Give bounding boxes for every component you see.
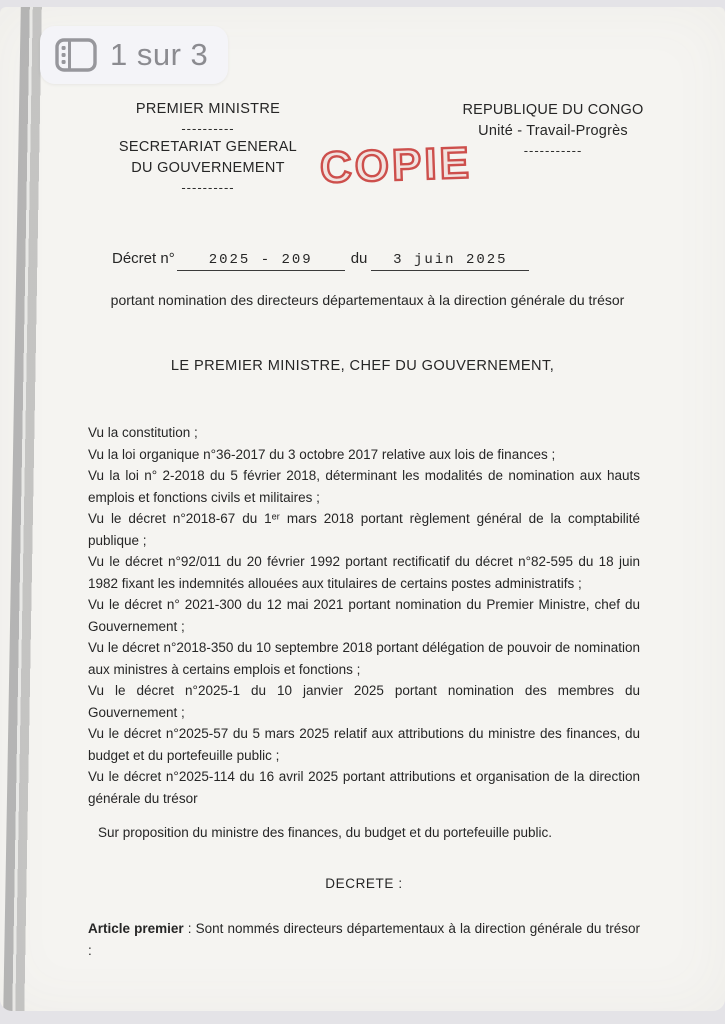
vu-clause: Vu le décret n°2018-67 du 1ᵉʳ mars 2018 portant règlement général de la comptabilité publique ;: [88, 511, 640, 548]
letterhead-org-line2: DU GOUVERNEMENT: [131, 160, 285, 176]
separator-dashes: -----------: [523, 143, 583, 158]
article-label: Article premier: [88, 921, 184, 936]
decrete-heading: DECRETE :: [325, 875, 403, 891]
vu-clause: Vu le décret n° 2021-300 du 12 mai 2021 portant nomination du Premier Ministre, chef du Gouvernement ;: [88, 597, 640, 634]
decree-subject: portant nomination des directeurs départementaux à la direction générale du trésor: [110, 292, 625, 308]
country-name: REPUBLIQUE DU CONGO: [462, 102, 644, 118]
vu-clause: Vu la constitution ;: [88, 425, 198, 440]
decree-date-value: 3 juin 2025: [371, 252, 529, 271]
proposition-line: Sur proposition du ministre des finances, du budget et du portefeuille public.: [98, 825, 553, 840]
letterhead-right: [437, 100, 669, 159]
letterhead-title: PREMIER MINISTRE: [135, 101, 281, 117]
vu-clause: Vu le décret n°2025-1 du 10 janvier 2025 portant nomination des membres du Gouvernement ;: [88, 683, 640, 720]
vu-clause: Vu le décret n°2025-114 du 16 avril 2025 portant attributions et organisation de la direction générale du trésor: [88, 769, 640, 806]
copie-stamp: COPIE: [319, 138, 473, 193]
decree-du-label: du: [350, 250, 368, 267]
separator-dashes: ----------: [181, 180, 235, 195]
scanner-edge-artifact: [2, 7, 47, 1011]
vu-clause: Vu le décret n°2018-350 du 10 septembre 2018 portant délégation de pouvoir de nomination aux ministres à certains emplois et fonctions ;: [88, 640, 640, 677]
decree-body: [88, 422, 640, 961]
decree-number-value: 2025 - 209: [177, 252, 345, 271]
article-text: : Sont nommés directeurs départementaux à la direction générale du trésor :: [88, 921, 641, 958]
page-indicator-label: 1 sur 3: [110, 37, 209, 72]
vu-clause: Vu la loi organique n°36-2017 du 3 octobre 2017 relative aux lois de finances ;: [88, 446, 556, 462]
letterhead-org-line1: SECRETARIAT GENERAL: [118, 139, 298, 155]
decree-prefix: Décret n°: [112, 250, 175, 267]
vu-clause: Vu le décret n°2025-57 du 5 mars 2025 relatif aux attributions du ministre des finances, du budget et du portefeuille public ;: [88, 726, 640, 763]
vu-clause: Vu le décret n°92/011 du 20 février 1992 portant rectificatif du décret n°82-595 du 18 juin 1982 fixant les indemnités allouées aux titulaires de certains postes administratifs ;: [88, 554, 640, 591]
decree-number-line: [112, 250, 529, 271]
national-motto: Unité - Travail-Progrès: [478, 123, 628, 139]
page-indicator-badge[interactable]: [40, 26, 228, 84]
pages-icon: [55, 38, 97, 72]
article-premier: [88, 918, 640, 961]
vu-clause: Vu la loi n° 2-2018 du 5 février 2018, déterminant les modalités de nomination aux hauts emplois et fonctions civils et militaires ;: [88, 468, 640, 505]
letterhead-left: [103, 99, 313, 196]
scanned-document-page: [0, 7, 725, 1011]
decree-salutation: LE PREMIER MINISTRE, CHEF DU GOUVERNEMENT,: [170, 358, 555, 374]
separator-dashes: ----------: [181, 121, 235, 136]
